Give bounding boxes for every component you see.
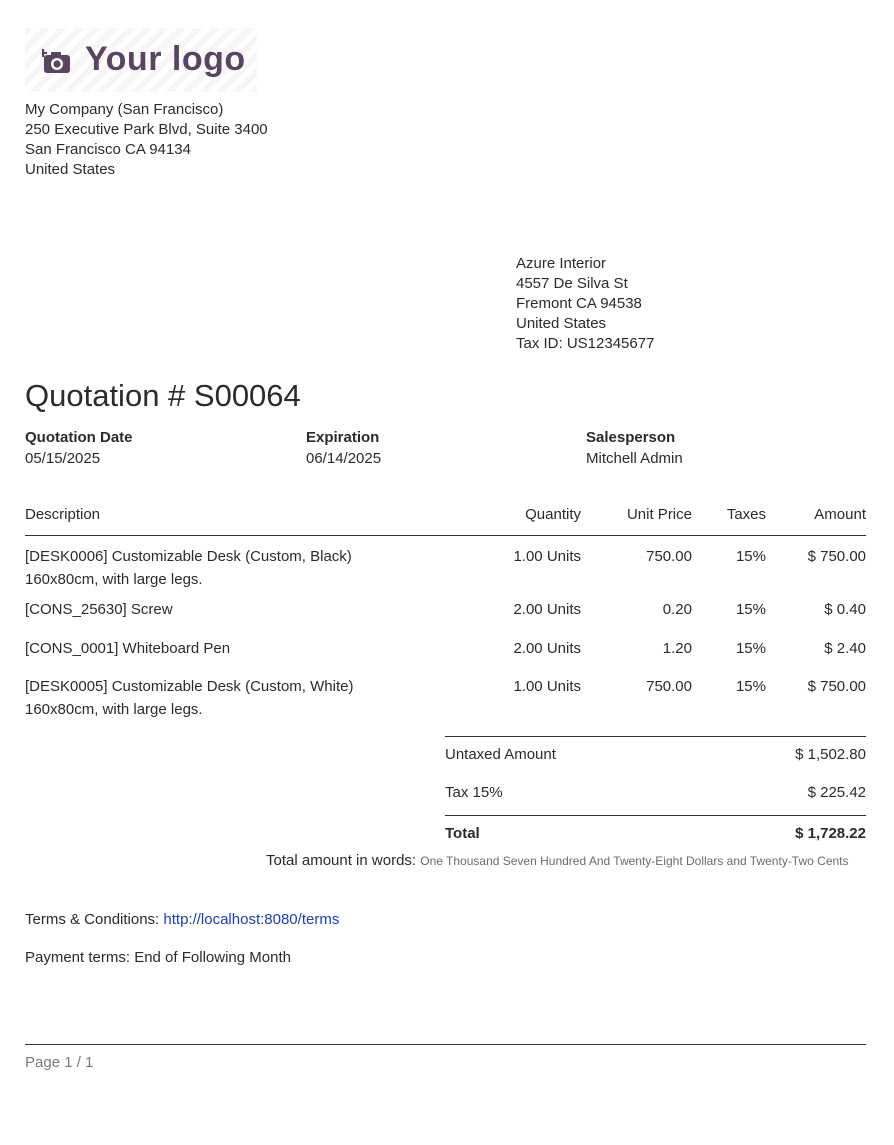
line-product: [CONS_25630] Screw (25, 601, 173, 618)
tax-row (445, 784, 866, 804)
terms-conditions (25, 911, 339, 928)
customer-name: Azure Interior (516, 255, 607, 272)
line-unit-price: 750.00 (646, 548, 692, 565)
info-value: Mitchell Admin (586, 450, 683, 467)
line-quantity: 1.00 Units (513, 678, 581, 695)
info-value: 05/15/2025 (25, 450, 101, 467)
terms-link[interactable]: http://localhost:8080/terms (163, 911, 340, 928)
line-quantity: 2.00 Units (513, 601, 581, 618)
amount-in-words-label: Total amount in words: (266, 852, 417, 869)
line-note: 160x80cm, with large legs. (25, 701, 203, 718)
untaxed-value: $ 1,502.80 (795, 746, 866, 763)
amount-in-words-value: One Thousand Seven Hundred And Twenty-Eight Dollars and Twenty-Two Cents (420, 854, 849, 868)
table-row (25, 675, 866, 721)
footer-divider (25, 1044, 866, 1045)
info-value: 06/14/2025 (306, 450, 382, 467)
company-city: San Francisco CA 94134 (25, 141, 191, 158)
info-expiration (306, 429, 381, 467)
totals-block (445, 736, 866, 842)
line-taxes: 15% (735, 678, 766, 695)
line-amount: $ 2.40 (824, 640, 866, 657)
line-taxes: 15% (735, 601, 766, 618)
line-product: [DESK0006] Customizable Desk (Custom, Black) (25, 548, 352, 565)
line-amount: $ 750.00 (807, 548, 866, 565)
amount-in-words (266, 852, 849, 869)
customer-street: 4557 De Silva St (516, 275, 628, 292)
table-row (25, 598, 866, 637)
info-label: Quotation Date (25, 429, 133, 446)
customer-city: Fremont CA 94538 (516, 295, 642, 312)
line-product: [CONS_0001] Whiteboard Pen (25, 640, 231, 657)
camera-plus-icon (42, 48, 72, 74)
company-logo (25, 28, 257, 92)
line-taxes: 15% (735, 640, 766, 657)
line-unit-price: 750.00 (646, 678, 692, 695)
untaxed-label: Untaxed Amount (445, 746, 556, 763)
info-quotation-date (25, 429, 133, 467)
line-description (25, 675, 465, 721)
customer-country: United States (516, 315, 607, 332)
company-address (25, 100, 268, 180)
page-number: Page 1 / 1 (25, 1054, 94, 1071)
total-row (445, 825, 866, 842)
line-amount: $ 0.40 (824, 601, 866, 618)
table-row (25, 536, 866, 599)
company-street: 250 Executive Park Blvd, Suite 3400 (25, 121, 268, 138)
customer-tax-id: Tax ID: US12345677 (516, 335, 655, 352)
info-label: Expiration (306, 429, 380, 446)
payment-terms: Payment terms: End of Following Month (25, 949, 291, 966)
terms-label: Terms & Conditions: (25, 911, 160, 928)
tax-label: Tax 15% (445, 784, 503, 801)
line-taxes: 15% (735, 548, 766, 565)
table-header-row (25, 503, 866, 536)
info-salesperson (586, 429, 683, 467)
totals-divider (445, 736, 866, 737)
line-amount: $ 750.00 (807, 678, 866, 695)
total-value: $ 1,728.22 (795, 825, 866, 842)
col-quantity: Quantity (465, 503, 581, 536)
line-product: [DESK0005] Customizable Desk (Custom, White) (25, 678, 354, 695)
col-unit-price: Unit Price (581, 503, 692, 536)
line-description (25, 637, 465, 675)
untaxed-row (445, 746, 866, 766)
company-name: My Company (San Francisco) (25, 101, 224, 118)
total-label: Total (445, 825, 480, 842)
company-country: United States (25, 161, 116, 178)
line-note: 160x80cm, with large legs. (25, 571, 203, 588)
line-description (25, 598, 465, 637)
info-label: Salesperson (586, 429, 676, 446)
line-description (25, 536, 465, 599)
tax-value: $ 225.42 (807, 784, 866, 801)
col-amount: Amount (766, 503, 866, 536)
col-taxes: Taxes (692, 503, 766, 536)
order-lines (25, 503, 866, 721)
line-unit-price: 0.20 (662, 601, 692, 618)
customer-address (516, 254, 654, 354)
document-title: Quotation # S00064 (25, 378, 301, 413)
line-quantity: 2.00 Units (513, 640, 581, 657)
logo-text: Your logo (85, 40, 246, 78)
col-description: Description (25, 503, 465, 536)
table-row (25, 637, 866, 675)
line-unit-price: 1.20 (662, 640, 692, 657)
total-divider (445, 815, 866, 816)
line-quantity: 1.00 Units (513, 548, 581, 565)
